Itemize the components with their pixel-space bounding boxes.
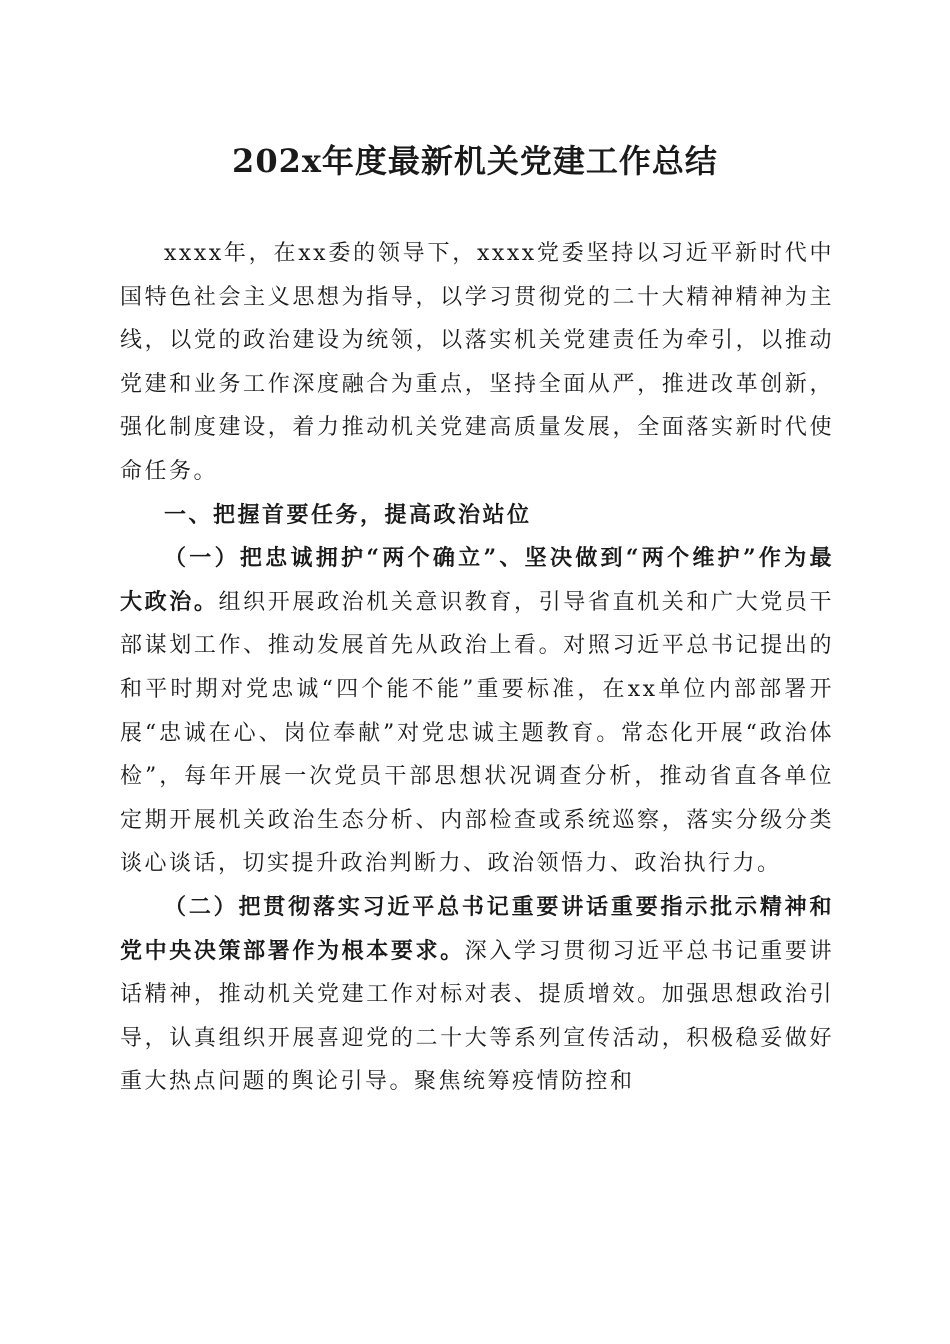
item-lead-1: （一）把忠诚拥护“两个确立”、坚决做到“两个维护”作为最大政治。 bbox=[120, 545, 834, 615]
item-lead-2: （二）把贯彻落实习近平总书记重要讲话重要指示批示精神和党中央决策部署作为根本要求。 bbox=[120, 893, 834, 964]
document-title: 202x年度最新机关党建工作总结 bbox=[232, 142, 718, 180]
item-text-2: 深入学习贯彻习近平总书记重要讲话精神，推动机关党建工作对标对表、提质增效。加强思想政治引导，认真组织开展喜迎党的二十大等系列宣传活动，积极稳妥做好重大热点问题的舆论引导。聚焦统筹疫情防控和 bbox=[120, 938, 834, 1095]
item-paragraph-1 bbox=[120, 537, 834, 886]
section-heading: 一、把握首要任务，提高政治站位 bbox=[164, 502, 532, 528]
document-body bbox=[120, 232, 834, 1104]
intro-paragraph: xxxx年，在xx委的领导下，xxxx党委坚持以习近平新时代中国特色社会主义思想为指导，以学习贯彻党的二十大精神精神为主线，以党的政治建设为统领，以落实机关党建责任为牵引，以推动党建和业务工作深度融合为重点，坚持全面从严，推进改革创新，强化制度建设，着力推动机关党建高质量发展，全面落实新时代使命任务。 bbox=[120, 241, 834, 484]
item-text-1: 组织开展政治机关意识教育，引导省直机关和广大党员干部谋划工作、推动发展首先从政治上看。对照习近平总书记提出的和平时期对党忠诚“四个能不能”重要标准，在xx单位内部部署开展“忠诚在心、岗位奉献”对党忠诚主题教育。常态化开展“政治体检”，每年开展一次党员干部思想状况调查分析，推动省直各单位定期开展机关政治生态分析、内部检查或系统巡察，落实分级分类谈心谈话，切实提升政治判断力、政治领悟力、政治执行力。 bbox=[120, 589, 834, 877]
item-paragraph-2 bbox=[120, 886, 834, 1104]
